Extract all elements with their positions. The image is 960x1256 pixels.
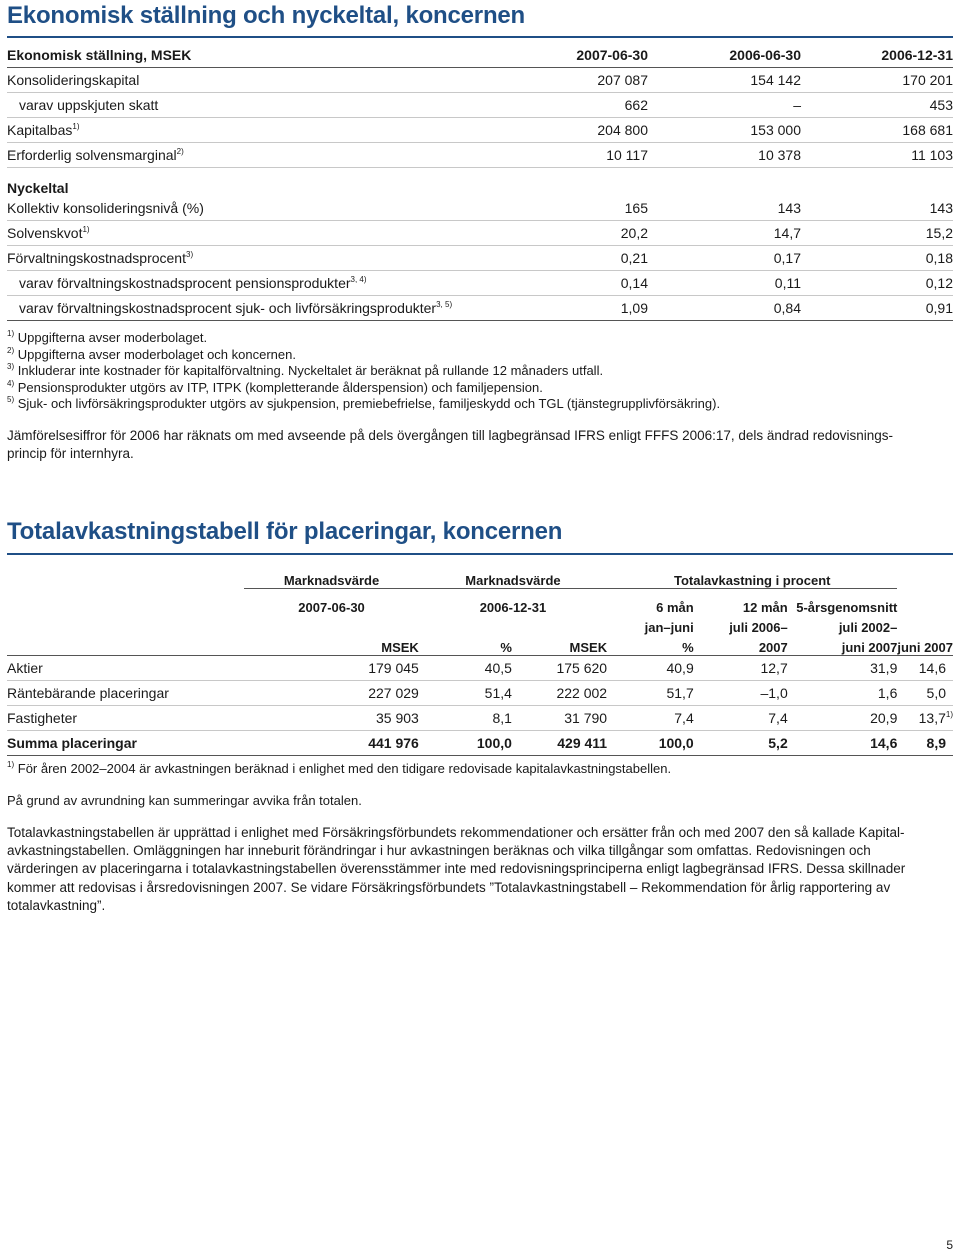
unit-header: % [607,635,694,656]
group-header: Totalavkastning i procent [607,566,897,589]
total-return-table-wrap [7,566,953,756]
period-header: juni 2007 [788,635,898,656]
cell: 7,4 [694,705,788,730]
cell: 441 976 [321,730,419,755]
cell: 100,0 [607,730,694,755]
cell: 165 [502,196,648,221]
footnote: $^{1)}$ Uppgifterna avser moderbolaget. [7,329,208,345]
cell: 8,1 [419,705,512,730]
cell: 7,4 [607,705,694,730]
period-header: juni 2007 [897,635,953,656]
cell: 0,91 [801,296,953,321]
section-label: Nyckeltal [7,180,69,196]
footnote: $^{2)}$ Uppgifterna avser moderbolaget och koncernen. [7,345,296,362]
subheader-row [7,615,953,635]
group-header: Marknadsvärde [244,566,419,589]
section1-title: Ekonomisk ställning och nyckeltal, koncernen [7,2,526,29]
period-header: juli 2002– [838,619,898,635]
units-row [7,635,953,656]
paragraph-line: kommer att redovisas i årsredovisningen 2007. Se vidare Försäkringsförbundets ”Totalavkastningstabell – Rekommendation för årlig rapportering av [7,879,891,895]
row-label: Aktier [7,655,244,680]
cell: 12,7 [694,655,788,680]
row-label: Konsolideringskapital [7,68,502,93]
row-label: Summa placeringar [7,730,244,755]
cell: 15,2 [801,221,953,246]
cell: 168 681 [801,118,953,143]
table-row [7,271,953,296]
period-header: 6 mån [656,599,694,615]
footnote: $^{4)}$ Pensionsprodukter utgörs av ITP, ITPK (kompletterande ålderspension) och familjepension. [7,378,543,395]
row-label: Kapitalbas$^{1)}$ [7,118,502,143]
total-row [7,730,953,755]
group-header: Marknadsvärde [419,566,607,589]
cell: 170 201 [801,68,953,93]
cell: – [648,93,801,118]
cell: 35 903 [321,705,419,730]
cell: 10 117 [502,143,648,168]
cell: 153 000 [648,118,801,143]
cell: 5,2 [694,730,788,755]
cell: 0,84 [648,296,801,321]
footnotes [7,330,953,413]
cell: 11 103 [801,143,953,168]
paragraph-line: princip för internhyra. [7,446,134,461]
cell: 662 [502,93,648,118]
cell: 204 800 [502,118,648,143]
paragraph-line: Jämförelsesiffror för 2006 har räknats om med avseende på dels övergången till lagbegränsad IFRS enligt FFFS 2006:17, dels ändrad redovisnings- [7,428,893,443]
table-header-row [7,43,953,68]
cell: 227 029 [321,680,419,705]
footnote: $^{3)}$ Inkluderar inte kostnader för kapitalförvaltning. Nyckeltalet är beräknat på rullande 12 månaders utfall. [7,362,604,378]
row-label: Räntebärande placeringar [7,680,244,705]
header-col: 2006-06-30 [648,43,801,68]
page-number: 5 [946,1238,953,1252]
cell: –1,0 [694,680,788,705]
row-label: Erforderlig solvensmarginal$^{2)}$ [7,143,502,168]
group-header-row [7,566,953,589]
row-label: varav förvaltningskostnadsprocent sjuk- och livförsäkringsprodukter$^{3, 5)}$ [7,296,502,321]
cell: 40,5 [419,655,512,680]
table-row [7,93,953,118]
date-header: 2006-12-31 [479,599,547,615]
cell: 453 [801,93,953,118]
cell: 175 620 [512,655,607,680]
cell: 20,9 [788,705,898,730]
paragraph-line: avkastningstabellen. Omläggningen har inneburit förändringar i hur avkastningen beräknas och vilka tillgångar som omfattas. Redovisningen och [7,843,871,859]
period-header: jan–juni [644,619,694,635]
cell: 40,9 [607,655,694,680]
cell: 20,2 [502,221,648,246]
cell: 31 790 [512,705,607,730]
cell: 0,21 [502,246,648,271]
unit-header: MSEK [512,635,607,656]
cell: 100,0 [419,730,512,755]
unit-header: MSEK [321,635,419,656]
cell: 154 142 [648,68,801,93]
cell: 8,9 [897,730,953,755]
row-label: Fastigheter [7,705,244,730]
header-col: 2006-12-31 [801,43,953,68]
period-header: 12 mån [742,599,788,615]
cell: 1,6 [788,680,898,705]
table2-footnote: $^{1)}$ För åren 2002–2004 är avkastningen beräknad i enlighet med den tidigare redovisade kapitalavkastningstabellen. [7,760,672,776]
rounding-note: På grund av avrundning kan summeringar avvika från totalen. [7,793,362,808]
cell: 143 [801,196,953,221]
cell: 0,12 [801,271,953,296]
cell: 207 087 [502,68,648,93]
date-header: 2007-06-30 [298,599,365,615]
section-label-row [7,168,953,197]
cell: 31,9 [788,655,898,680]
table-row [7,118,953,143]
total-return-paragraph [7,824,947,915]
section2-title: Totalavkastningstabell för placeringar, koncernen [7,518,563,545]
table-row [7,655,953,680]
row-label: Solvenskvot$^{1)}$ [7,221,502,246]
period-header: 2007 [694,635,788,656]
cell: 0,11 [648,271,801,296]
table-row [7,680,953,705]
row-label: varav förvaltningskostnadsprocent pensionsprodukter$^{3, 4)}$ [7,271,502,296]
cell: 143 [648,196,801,221]
table-row [7,296,953,321]
header-col: 2007-06-30 [502,43,648,68]
cell: 179 045 [321,655,419,680]
table-row [7,143,953,168]
cell: 13,7$^{1)}$ [897,705,953,730]
cell: 14,6 [788,730,898,755]
paragraph-line: värderingen av placeringarna i totalavkastningstabellen överensstämmer inte med redovisningsprinciperna enligt lagbegränsad IFRS. Dessa skillnader [7,861,906,877]
cell: 5,0 [897,680,953,705]
cell: 51,7 [607,680,694,705]
footnote: $^{5)}$ Sjuk- och livförsäkringsprodukter utgörs av sjukpension, premiebefrielse, familjeskydd och TGL (tjänstegrupplivförsäkring). [7,395,721,411]
cell: 10 378 [648,143,801,168]
cell: 0,17 [648,246,801,271]
table-row [7,68,953,93]
total-return-table [7,566,953,756]
cell: 222 002 [512,680,607,705]
header-label: Ekonomisk ställning, MSEK [7,43,502,68]
table-row [7,221,953,246]
paragraph-line: totalavkastning”. [7,897,106,913]
cell: 14,6 [897,655,953,680]
comparison-note [7,427,947,463]
section2-rule [7,553,953,555]
unit-header: % [419,635,512,656]
table-row [7,246,953,271]
cell: 14,7 [648,221,801,246]
period-header: 5-årsgenomsnitt [796,599,898,615]
row-label: Förvaltningskostnadsprocent$^{3)}$ [7,246,502,271]
period-header: juli 2006– [729,619,788,635]
row-label: varav uppskjuten skatt [7,93,502,118]
paragraph-line: Totalavkastningstabellen är upprättad i enlighet med Försäkringsförbundets rekommendationer och ersätter från och med 2007 den så kallade Kapital- [7,825,905,840]
cell: 1,09 [502,296,648,321]
table-row [7,705,953,730]
row-label: Kollektiv konsolideringsnivå (%) [7,196,502,221]
section1-rule [7,36,953,38]
cell: 429 411 [512,730,607,755]
cell: 0,18 [801,246,953,271]
table-row [7,196,953,221]
cell: 0,14 [502,271,648,296]
subheader-row [7,589,953,615]
financial-position-table [7,43,953,321]
cell: 51,4 [419,680,512,705]
